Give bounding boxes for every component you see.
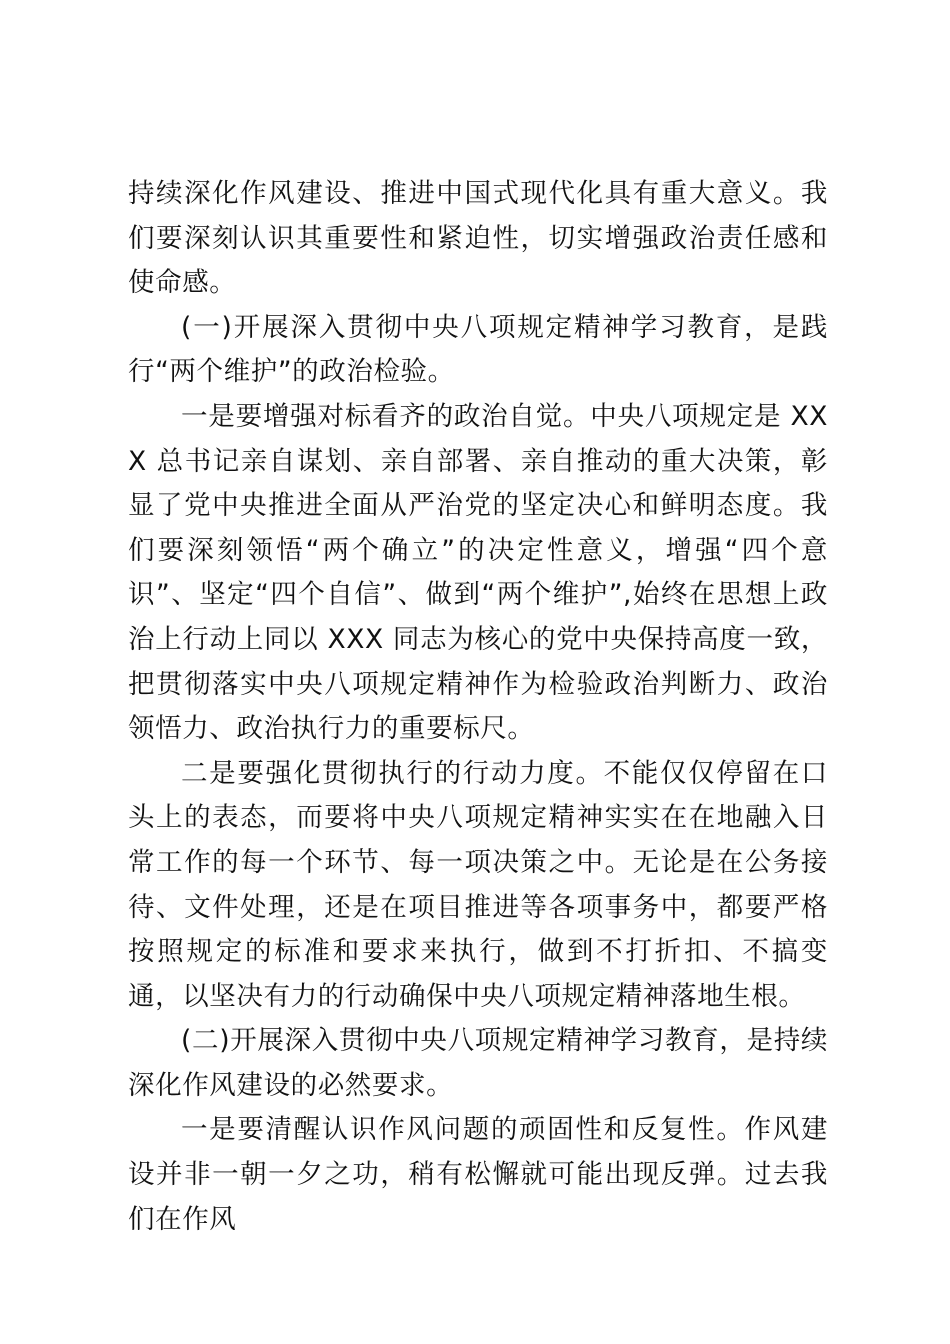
- section-heading-two: (二)开展深入贯彻中央八项规定精神学习教育，是持续深化作风建设的必然要求。: [128, 1025, 828, 1101]
- paragraph-point-two-a: 一是要清醒认识作风问题的顽固性和反复性。作风建设并非一朝一夕之功，稍有松懈就可能出现反弹。过去我们在作风: [128, 1114, 828, 1235]
- document-body: [128, 172, 828, 1242]
- section-heading-one: (一)开展深入贯彻中央八项规定精神学习教育，是践行“两个维护”的政治检验。: [128, 311, 828, 388]
- paragraph-point-one-a: 一是要增强对标看齐的政治自觉。中央八项规定是 XXX 总书记亲自谋划、亲自部署、亲自推动的重大决策，彰显了党中央推进全面从严治党的坚定决心和鲜明态度。我们要深刻领悟“两个确立”的决定性意义，增强“四个意识”、坚定“四个自信”、做到“两个维护”,始终在思想上政治上行动上同以 XXX 同志为核心的党中央保持高度一致，把贯彻落实中央八项规定精神作为检验政治判断力、政治领悟力、政治执行力的重要标尺。: [128, 400, 828, 745]
- paragraph-point-one-b: 二是要强化贯彻执行的行动力度。不能仅仅停留在口头上的表态，而要将中央八项规定精神实实在在地融入日常工作的每一个环节、每一项决策之中。无论是在公务接待、文件处理，还是在项目推进等各项事务中，都要严格按照规定的标准和要求来执行，做到不打折扣、不搞变通，以坚决有力的行动确保中央八项规定精神落地生根。: [128, 757, 828, 1012]
- paragraph-intro-continued: 持续深化作风建设、推进中国式现代化具有重大意义。我们要深刻认识其重要性和紧迫性，切实增强政治责任感和使命感。: [128, 178, 828, 299]
